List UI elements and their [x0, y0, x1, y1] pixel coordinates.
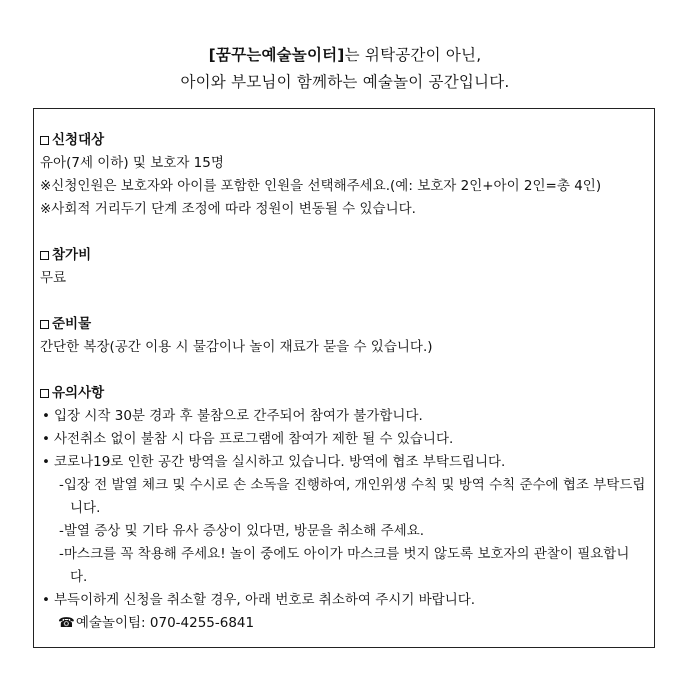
bullet-text: 사전취소 없이 불참 시 다음 프로그램에 참여가 제한 될 수 있습니다. — [54, 431, 454, 447]
section-fee — [40, 244, 646, 290]
section-title — [40, 244, 646, 267]
apply-line-1: 유아(7세 이하) 및 보호자 15명 — [40, 155, 224, 171]
section-notice — [40, 382, 646, 635]
bullet-dot-icon: • — [42, 592, 50, 608]
section-title-text: 준비물 — [52, 316, 92, 332]
brand-name: [꿈꾸는예술놀이터] — [208, 46, 345, 64]
bullet-dot-icon: • — [42, 454, 50, 470]
square-bullet-icon — [40, 136, 49, 145]
notice-bullet-1 — [40, 405, 646, 428]
section-apply-target — [40, 129, 646, 221]
square-bullet-icon — [40, 251, 49, 260]
notice-sub-item-3: -마스크를 꼭 착용해 주세요! 놀이 중에도 아이가 마스크를 벗지 않도록 보호자의 관찰이 필요합니다. — [59, 546, 630, 585]
section-title-text: 유의사항 — [52, 385, 105, 401]
intro-line-1 — [0, 42, 690, 69]
notice-bullet-4 — [40, 589, 646, 612]
apply-line-3: ※사회적 거리두기 단계 조정에 따라 정원이 변동될 수 있습니다. — [40, 201, 416, 217]
phone-icon: ☎ — [58, 615, 75, 631]
section-title-text: 신청대상 — [52, 132, 105, 148]
section-title — [40, 313, 646, 336]
intro-line-1-rest: 는 위탁공간이 아닌, — [344, 46, 482, 64]
notice-bullet-3 — [40, 451, 646, 474]
section-title — [40, 382, 646, 405]
section-preparation — [40, 313, 646, 359]
bullet-dot-icon: • — [42, 431, 50, 447]
contact-team: 예술놀이팀: — [75, 615, 146, 631]
bullet-text: 코로나19로 인한 공간 방역을 실시하고 있습니다. 방역에 협조 부탁드립니다. — [54, 454, 506, 470]
square-bullet-icon — [40, 320, 49, 329]
bullet-text: 입장 시작 30분 경과 후 불참으로 간주되어 참여가 불가합니다. — [54, 408, 423, 424]
bullet-dot-icon: • — [42, 408, 50, 424]
apply-line-2: ※신청인원은 보호자와 아이를 포함한 인원을 선택해주세요.(예: 보호자 2인+아이 2인=총 4인) — [40, 178, 602, 194]
prep-line: 간단한 복장(공간 이용 시 물감이나 놀이 재료가 묻을 수 있습니다.) — [40, 339, 433, 355]
notice-bullet-2 — [40, 428, 646, 451]
section-title-text: 참가비 — [52, 247, 92, 263]
notice-sub-item-2: -발열 증상 및 기타 유사 증상이 있다면, 방문을 취소해 주세요. — [59, 523, 425, 539]
contact-phone: 070-4255-6841 — [149, 615, 255, 631]
square-bullet-icon — [40, 389, 49, 398]
info-box — [33, 108, 655, 648]
contact-line — [40, 612, 646, 635]
bullet-text: 부득이하게 신청을 취소할 경우, 아래 번호로 취소하여 주시기 바랍니다. — [54, 592, 476, 608]
section-title — [40, 129, 646, 152]
intro-line-2: 아이와 부모님이 함께하는 예술놀이 공간입니다. — [180, 73, 510, 91]
fee-line: 무료 — [40, 270, 67, 286]
notice-sub-item-1: -입장 전 발열 체크 및 수시로 손 소독을 진행하여, 개인위생 수칙 및 방역 수칙 준수에 협조 부탁드립니다. — [59, 477, 646, 516]
intro-text — [0, 42, 690, 96]
